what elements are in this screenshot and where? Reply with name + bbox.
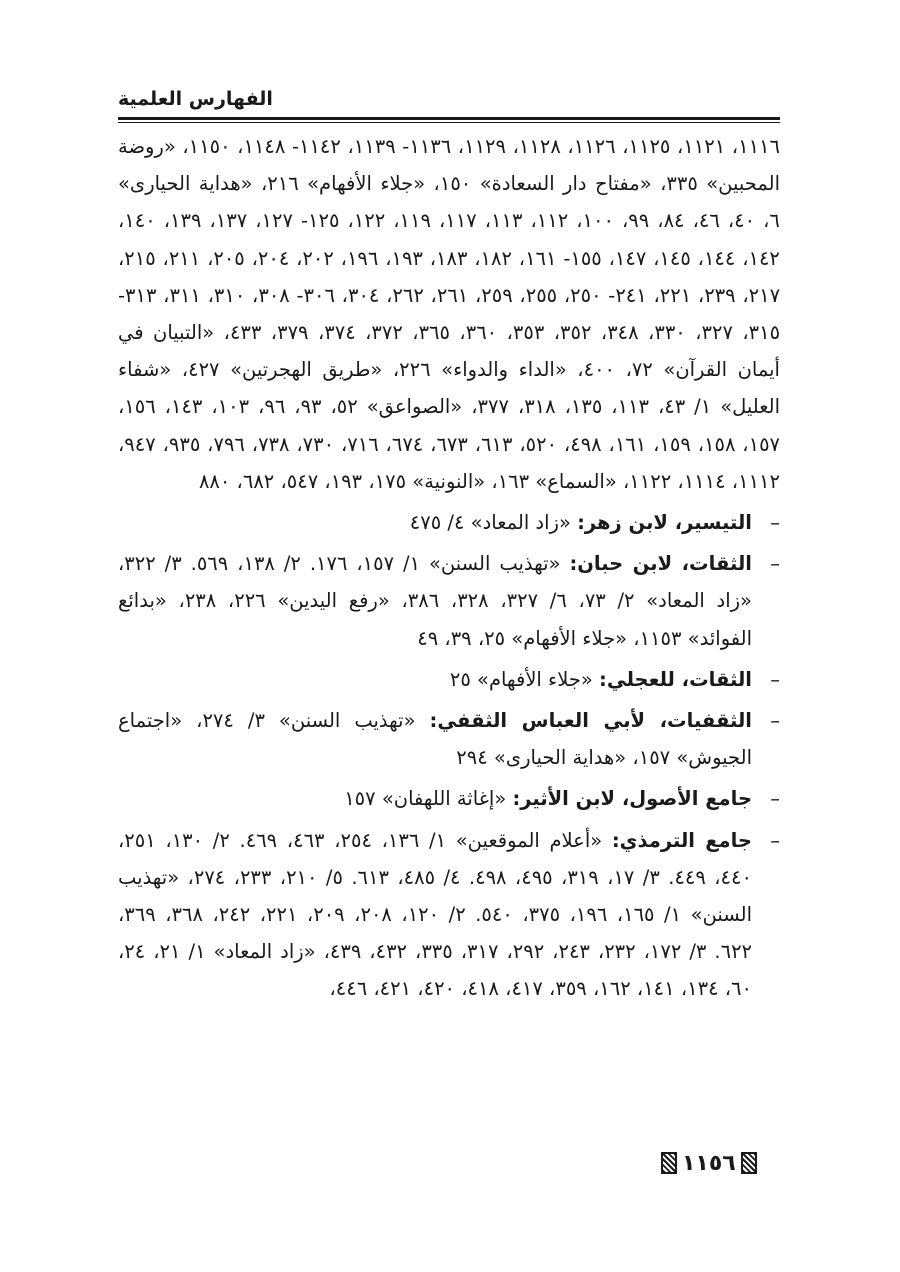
entry-dash: – bbox=[770, 709, 780, 733]
ornament-right-icon bbox=[741, 1152, 757, 1174]
entry-references: «إغاثة اللهفان» ١٥٧ bbox=[344, 787, 513, 811]
entry-heading: جامع الترمذي: bbox=[611, 828, 752, 852]
index-entry bbox=[118, 780, 780, 817]
index-entry bbox=[118, 661, 780, 698]
entry-dash: – bbox=[770, 552, 780, 576]
index-entry bbox=[118, 702, 780, 776]
entry-references: «تهذيب السنن» ٣/ ٢٧٤، «اجتماع الجيوش» ١٥٧، «هداية الحيارى» ٢٩٤ bbox=[118, 709, 752, 770]
entry-heading: الثقات، للعجلي: bbox=[599, 667, 752, 691]
entry-dash: – bbox=[770, 828, 780, 852]
entry-heading: الثقات، لابن حبان: bbox=[569, 552, 752, 576]
ornament-left-icon bbox=[661, 1152, 677, 1174]
index-entry bbox=[118, 545, 780, 657]
entry-heading: جامع الأصول، لابن الأثير: bbox=[512, 787, 752, 811]
entry-references: «زاد المعاد» ٤/ ٤٧٥ bbox=[409, 511, 578, 535]
header-rule-thick bbox=[118, 117, 780, 120]
page-footer bbox=[0, 1148, 900, 1182]
entry-dash: – bbox=[770, 667, 780, 691]
header-rule-thin bbox=[118, 122, 780, 123]
page-number: ١١٥٦ bbox=[682, 1150, 736, 1176]
index-entry bbox=[118, 822, 780, 1008]
continuation-paragraph: ١١١٦، ١١٢١، ١١٢٥، ١١٢٦، ١١٢٨، ١١٢٩، ١١٣٦- ١١٣٩، ١١٤٢- ١١٤٨، ١١٥٠، «روضة المحبين» ٣٣٥، «مفتاح دار السعادة» ١٥٠، «جلاء الأفهام» ٢١٦، «هداية الحيارى» ٦، ٤٠، ٤٦، ٨٤، ٩٩، ١٠٠، ١١٢، ١١٣، ١١٧، ١١٩، ١٢٢، ١٢٥- ١٢٧، ١٣٧، ١٣٩، ١٤٠، ١٤٢، ١٤٤، ١٤٥، ١٤٧، ١٥٥- ١٦١، ١٨٢، ١٨٣، ١٩٣، ١٩٦، ٢٠٢، ٢٠٤، ٢٠٥، ٢١١، ٢١٥، ٢١٧، ٢٣٩، ٢٢١، ٢٤١- ٢٥٠، ٢٥٥، ٢٥٩، ٢٦١، ٢٦٢، ٣٠٤، ٣٠٦- ٣٠٨، ٣١٠، ٣١١، ٣١٣- ٣١٥، ٣٢٧، ٣٣٠، ٣٤٨، ٣٥٢، ٣٥٣، ٣٦٠، ٣٦٥، ٣٧٢، ٣٧٤، ٣٧٩، ٤٣٣، «التبيان في أيمان القرآن» ٧٢، ٤٠٠، «الداء والدواء» ٢٢٦، «طريق الهجرتين» ٤٢٧، «شفاء العليل» ١/ ٤٣، ١١٣، ١٣٥، ٣١٨، ٣٧٧، «الصواعق» ٥٢، ٩٣، ٩٦، ١٠٣، ١٤٣، ١٥٦، ١٥٧، ١٥٨، ١٥٩، ١٦١، ٤٩٨، ٥٢٠، ٦١٣، ٦٧٣، ٦٧٤، ٧١٦، ٧٣٠، ٧٣٨، ٧٩٦، ٩٣٥، ٩٤٧، ١١١٢، ١١١٤، ١١٢٢، «السماع» ١٦٣، «النونية» ١٧٥، ١٩٣، ٥٤٧، ٦٨٢، ٨٨٠ bbox=[118, 135, 781, 493]
entry-heading: التيسير، لابن زهر: bbox=[577, 511, 752, 535]
entry-references: «جلاء الأفهام» ٢٥ bbox=[449, 667, 600, 691]
entry-heading: الثقفيات، لأبي العباس الثقفي: bbox=[429, 709, 752, 733]
entry-references: «أعلام الموقعين» ١/ ١٣٦، ٢٥٤، ٤٦٣، ٤٦٩. ٢/ ١٣٠، ٢٥١، ٤٤٠، ٤٤٩. ٣/ ١٧، ٣١٩، ٤٩٥، ٤٩٨. ٤/ ٤٨٥، ٦١٣. ٥/ ٢١٠، ٢٣٣، ٢٧٤، «تهذيب السنن» ١/ ١٦٥، ١٩٦، ٣٧٥، ٥٤٠. ٢/ ١٢٠، ٢٠٨، ٢٠٩، ٢٢١، ٢٤٢، ٣٦٨، ٣٦٩، ٦٢٢. ٣/ ١٧٢، ٢٣٢، ٢٤٣، ٢٩٢، ٣١٧، ٣٣٥، ٤٣٢، ٤٣٩، «زاد المعاد» ١/ ٢١، ٢٤، ٦٠، ١٣٤، ١٤١، ١٦٢، ٣٥٩، ٤١٧، ٤١٨، ٤٢٠، ٤٢١، ٤٤٦، bbox=[118, 828, 753, 1001]
index-entry bbox=[118, 504, 780, 541]
index-body bbox=[118, 128, 780, 1008]
entry-references: «تهذيب السنن» ١/ ١٥٧، ١٧٦. ٢/ ١٣٨، ٥٦٩. ٣/ ٣٢٢، «زاد المعاد» ٢/ ٧٣، ٦/ ٣٢٧، ٣٢٨، ٣٨٦، «رفع اليدين» ٢٢٦، ٢٣٨، «بدائع الفوائد» ١١٥٣، «جلاء الأفهام» ٢٥، ٣٩، ٤٩ bbox=[118, 552, 752, 650]
running-header-title: الفهارس العلمية bbox=[118, 88, 273, 110]
entry-dash: – bbox=[770, 511, 780, 535]
entry-dash: – bbox=[770, 787, 780, 811]
page-number-box bbox=[658, 1148, 760, 1178]
